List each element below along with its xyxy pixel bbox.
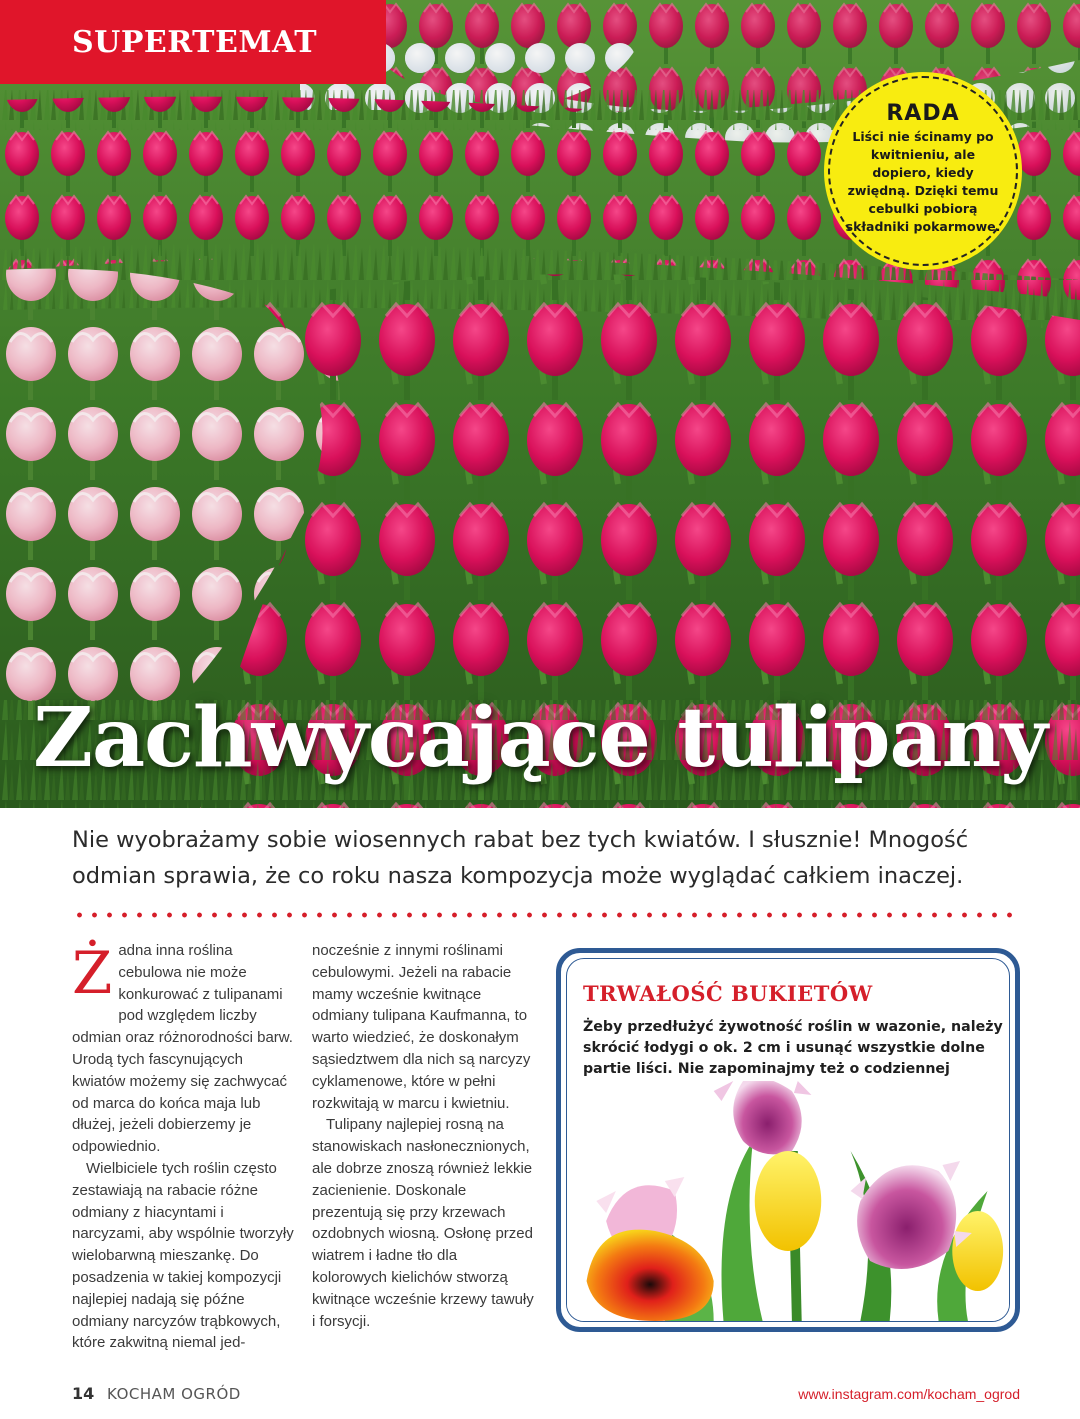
tip-badge — [828, 76, 1018, 266]
article-paragraph: Tulipany najlepiej rosną na stanowiskach nasłonecznionych, ale dobrze znoszą również lekkie zacienienie. Doskonale prezentują się przy krzewach ozdobnych wiosną. Osłonę przed wiatrem i ładne tło dla kolorowych kielichów stworzą kwitnące wcześnie krzewy tawuły i forsycji. — [312, 1116, 534, 1330]
article-lead: Nie wyobrażamy sobie wiosennych rabat bez tych kwiatów. I słusznie! Mnogość odmian sprawia, że co roku nasza kompozycja może wyglądać całkiem inaczej. — [72, 827, 969, 889]
footer-url[interactable]: www.instagram.com/kocham_ogrod — [798, 1386, 1020, 1402]
article-column-2 — [312, 940, 536, 1332]
section-tag — [0, 0, 386, 84]
tip-title: RADA — [886, 100, 960, 126]
sidebar-box-inner — [566, 958, 1010, 1322]
article-headline: Zachwycające tulipany — [33, 690, 1047, 786]
article-paragraph: nocześnie z innymi roślinami cebulowymi. Jeżeli na rabacie mamy wcześnie kwitnące odmiany tulipana Kaufmanna, to warto wiedzieć, że doskonałym sąsiedztwem dla nich są narcyzy cyklamenowe, które w pełni rozkwitają w marcu i kwietniu. — [312, 942, 531, 1112]
article-column-1 — [72, 940, 296, 1354]
magazine-name: KOCHAM OGRÓD — [107, 1385, 241, 1403]
dotted-divider — [72, 912, 1022, 918]
article-paragraph — [72, 940, 296, 1158]
sidebar-box — [556, 948, 1020, 1332]
sidebar-box-text: Żeby przedłużyć żywotność roślin w wazonie, należy skrócić łodygi o ok. 2 cm i usunąć wszystkie dolne partie liści. Nie zapominajmy też o codziennej — [583, 1019, 1003, 1077]
page-number: 14 — [72, 1384, 95, 1403]
tulip-bouquet-image — [567, 1081, 1009, 1321]
sidebar-box-title: TRWAŁOŚĆ BUKIETÓW — [583, 981, 873, 1006]
paragraph-text: adna inna roślina cebulowa nie może konkurować z tulipanami pod względem liczby odmian oraz różnorodności barw. Urodą tych fascynujących kwiatów możemy się zachwycać od marca do końca maja lub dłużej, jeżeli dobierzemy je odpowiednio. — [72, 942, 293, 1156]
section-tag-label: SUPERTEMAT — [72, 24, 318, 60]
page-folio — [72, 1384, 241, 1403]
article-paragraph: Wielbiciele tych roślin często zestawiają na rabacie różne odmiany z hiacyntami i narcyzami, aby wspólnie tworzyły wielobarwną mieszankę. Do posadzenia w takiej kompozycji najlepiej nadają się późne odmiany narcyzów trąbkowych, które zakwitną niemal jed- — [72, 1159, 294, 1352]
dropcap: Ż — [72, 939, 113, 1007]
tip-text: Liści nie ścinamy po kwitnieniu, ale dopiero, kiedy zwiędną. Dzięki temu cebulki pobiorą składniki pokarmowe. — [845, 128, 1001, 234]
